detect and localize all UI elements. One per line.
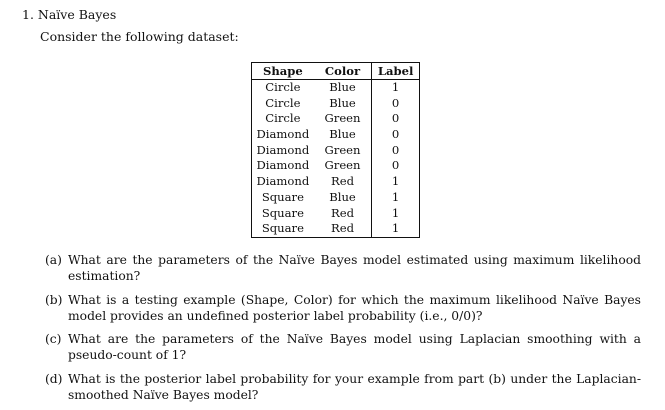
header-color: Color — [314, 63, 372, 80]
cell-label: 1 — [372, 221, 419, 237]
cell-shape: Diamond — [256, 127, 310, 142]
cell-shape: Circle — [265, 111, 301, 126]
cell-shape: Square — [261, 189, 304, 204]
header-shape: Shape — [252, 63, 314, 80]
question-b — [45, 292, 641, 325]
question-marker: (d) — [45, 371, 63, 386]
table-row — [252, 206, 419, 222]
cell-color: Green — [324, 142, 361, 157]
dataset-table — [251, 62, 420, 238]
cell-label: 1 — [372, 174, 419, 190]
cell-color: Green — [324, 111, 361, 126]
question-text: What is the posterior label probability for your example from part (b) under the Laplacian-smoothed Naïve Bayes model? — [68, 371, 641, 403]
question-marker: (b) — [45, 292, 63, 307]
cell-color: Blue — [329, 189, 356, 204]
header-label: Label — [372, 63, 419, 80]
table-row — [252, 143, 419, 159]
question-d — [45, 371, 641, 404]
cell-label: 0 — [372, 111, 419, 127]
table-header-row — [252, 63, 419, 80]
cell-color: Blue — [329, 95, 356, 110]
cell-shape: Diamond — [256, 174, 310, 189]
question-marker: (a) — [45, 253, 62, 267]
table-row — [252, 111, 419, 127]
problem-heading: 1. Naïve Bayes — [22, 7, 117, 22]
table-row — [252, 158, 419, 174]
cell-color: Blue — [329, 80, 356, 95]
cell-label: 0 — [372, 127, 419, 143]
problem-intro: Consider the following dataset: — [40, 29, 239, 44]
question-list — [45, 252, 641, 410]
question-text: What are the parameters of the Naïve Bayes model estimated using maximum likelihood estimation? — [68, 253, 641, 284]
cell-color: Green — [324, 158, 361, 173]
table-row — [252, 174, 419, 190]
cell-label: 0 — [372, 96, 419, 112]
question-marker: (c) — [45, 332, 62, 347]
table-row — [252, 127, 419, 143]
table-row — [252, 80, 419, 96]
cell-label: 0 — [372, 158, 419, 174]
table-row — [252, 221, 419, 237]
cell-label: 1 — [372, 206, 419, 222]
question-a — [45, 252, 641, 285]
cell-color: Red — [331, 174, 355, 189]
cell-color: Red — [331, 205, 355, 220]
question-c — [45, 331, 641, 364]
cell-shape: Square — [261, 221, 304, 236]
table-row — [252, 96, 419, 112]
cell-label: 1 — [372, 80, 419, 96]
cell-label: 0 — [372, 143, 419, 159]
question-text: What are the parameters of the Naïve Bayes model using Laplacian smoothing with a pseudo-count of 1? — [68, 332, 641, 363]
cell-label: 1 — [372, 190, 419, 206]
cell-shape: Square — [261, 205, 304, 220]
cell-color: Blue — [329, 127, 356, 142]
cell-shape: Diamond — [256, 142, 310, 157]
question-text: What is a testing example (Shape, Color) for which the maximum likelihood Naïve Bayes model provides an undefined posterior label probability (i.e., 0/0)? — [68, 292, 641, 323]
cell-color: Red — [331, 221, 355, 236]
cell-shape: Circle — [265, 95, 301, 110]
cell-shape: Diamond — [256, 158, 310, 173]
table-row — [252, 190, 419, 206]
cell-shape: Circle — [265, 80, 301, 95]
